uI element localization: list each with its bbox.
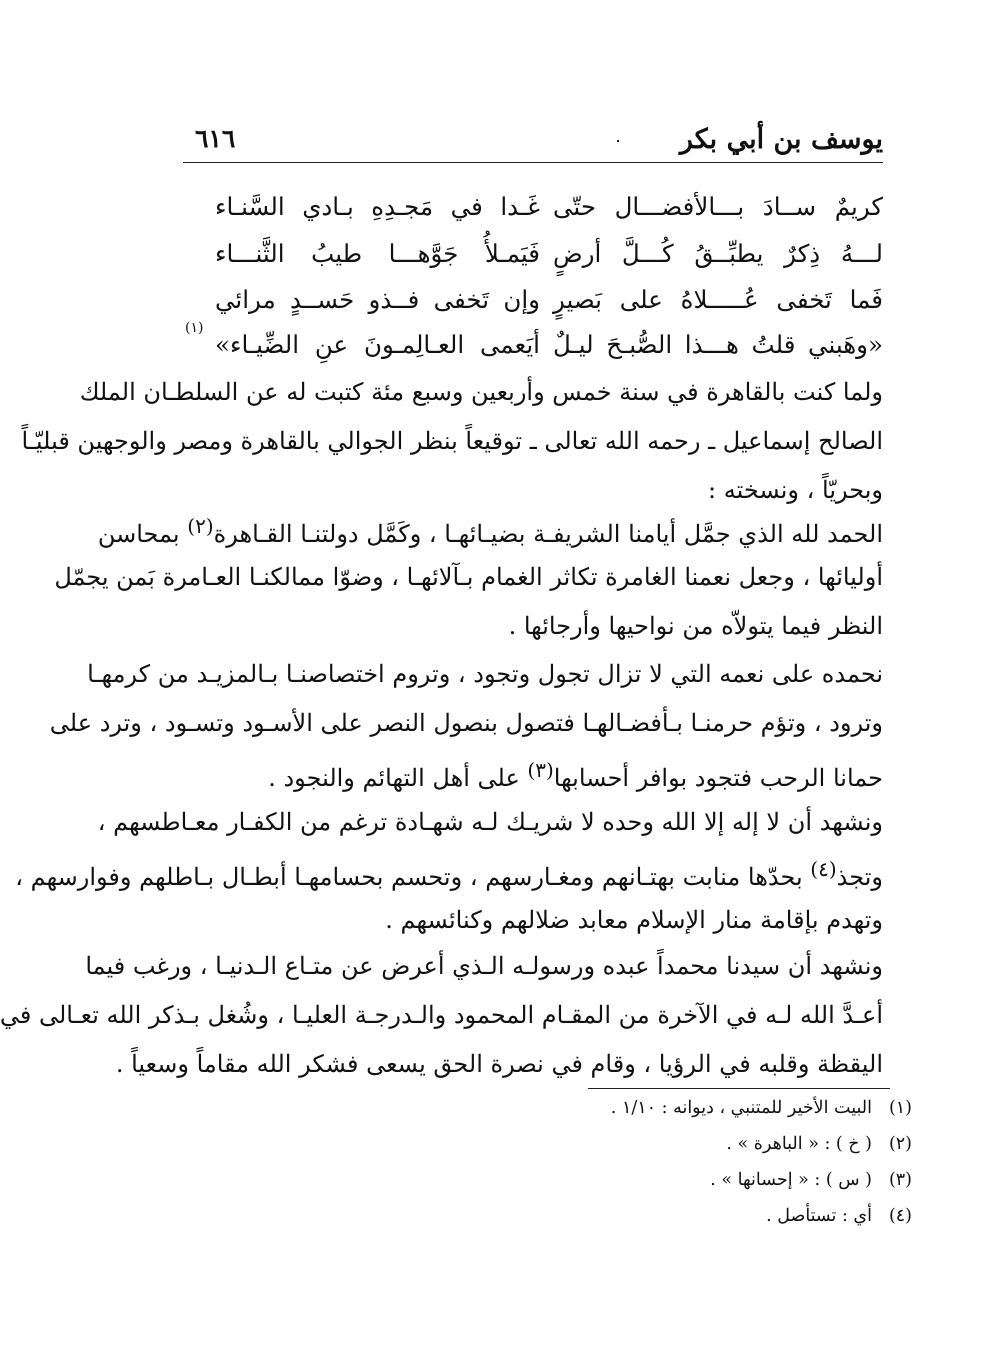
footnote-2 (352, 1134, 912, 1170)
page-number: ٦١٦ (195, 124, 236, 153)
verse-1-second-hemistich: غَـدا في مَجـدِهِ بـادي السَّنـاء (215, 192, 540, 221)
paragraph-line (15, 857, 883, 906)
verse-4 (183, 320, 883, 376)
paragraph-4 (15, 808, 883, 955)
verse-2 (183, 239, 883, 285)
verse-3-second-hemistich: وإن تَخفى فــذو حَســدٍ مرائي (215, 285, 540, 314)
paragraph-line: أعـدَّ الله لـه في الآخرة من المقـام المحمود والـدرجـة العليـا ، وشُغل بـذكر الله تعـالى في (0, 1001, 883, 1029)
footnote-ref-4: (٤) (810, 857, 837, 881)
paragraph-line: وبحريّاً ، ونسخته : (708, 476, 883, 504)
footnotes (352, 1098, 912, 1242)
footnote-ref-2: (٢) (187, 514, 214, 538)
paragraph-line: ولما كنت بالقاهرة في سنة خمس وأربعين وسبع مئة كتبت له عن السلطـان الملك (79, 378, 883, 406)
paragraph-5 (0, 952, 883, 1099)
footnote-divider (588, 1088, 890, 1089)
paragraph-text: بحدّها منابت بهتـانهم ومغـارسهم ، وتحسم بحسامهـا أبطـال بـاطلهم وفوارسهم ، (15, 863, 811, 891)
verse-4-first-hemistich: «وهَبني قلتُ هـــذا الصُّبـحَ ليـلٌ (553, 330, 883, 359)
verse-4-second-hemistich: أيَعمى العـالِمـونَ عنِ الضِّيـاء» (215, 330, 540, 359)
paragraph-line: ونشهد أن لا إله إلا الله وحده لا شريـك لـه شهـادة ترغم من الكفـار معـاطسهم ، (97, 808, 883, 836)
paragraph-line: وتهدم بإقامة منار الإسلام معابد ضلالهم وكنائسهم . (385, 906, 883, 934)
footnote-text: البيت الأخير للمتنبي ، ديوانه : ١/١٠ . (610, 1098, 872, 1118)
footnote-number: (٢) (888, 1134, 912, 1154)
paragraph-text: بمحاسن (97, 520, 180, 548)
paragraph-3 (49, 660, 883, 807)
paragraph-line: نحمده على نعمه التي لا تزال تجول وتجود ، وتروم اختصاصنـا بـالمزيـد من كرمهـا (87, 660, 883, 688)
footnote-3 (352, 1170, 912, 1206)
header-title: يوسف بن أبي بكر (679, 124, 883, 155)
paragraph-line: أوليائها ، وجعل نعمنا الغامرة تكاثر الغمام بـآلائهـا ، وضوّا ممالكنـا العـامرة بَمن يجمّل (54, 563, 883, 591)
verse-3 (183, 285, 883, 331)
verse-1-first-hemistich: كريمٌ ســادَ بـــالأفضـــال حتّى (553, 192, 883, 221)
footnote-4 (352, 1206, 912, 1242)
paragraph-line (97, 514, 883, 563)
paragraph-line: ونشهد أن سيدنا محمداً عبده ورسولـه الـذي أعرض عن متـاع الـدنيـا ، ورغب فيما (85, 952, 883, 980)
footnote-text: ( س ) : « إحسانها » . (710, 1170, 872, 1190)
footnote-number: (٤) (888, 1206, 912, 1226)
footnote-ref-3: (٣) (527, 758, 554, 782)
footnote-number: (١) (888, 1098, 912, 1118)
header-dot: . (615, 126, 621, 147)
verse-2-first-hemistich: لـــهُ ذِكرٌ يطبِّــقُ كُـــلَّ أرضٍ (553, 239, 883, 268)
paragraph-line (183, 758, 883, 807)
verse-3-first-hemistich: فَما تَخفى عُـــــلاهُ على بَصيرٍ (553, 285, 883, 314)
footnote-text: ( خ ) : « الباهرة » . (726, 1134, 872, 1154)
paragraph-text: على أهل التهائم والنجود . (268, 764, 528, 792)
verse-2-second-hemistich: فَيَمـلأُ جَوَّهـــا طيبُ الثَّنـــاء (215, 239, 540, 268)
paragraph-line: الصالح إسماعيل ـ رحمه الله تعالى ـ توقيعاً بنظر الجوالي بالقاهرة ومصر والوجهين قبليّـاً (21, 427, 883, 455)
running-header (183, 118, 883, 163)
paragraph-1 (21, 378, 883, 525)
paragraph-line: وترود ، وتؤم حرمنـا بـأفضـالهـا فتصول بنصول النصر على الأسـود وتسـود ، وترد على (49, 709, 883, 737)
footnote-text: أي : تستأصل . (766, 1206, 872, 1226)
paragraph-line: اليقظة وقلبه في الرؤيا ، وقام في نصرة الحق يسعى فشكر الله مقاماً وسعياً . (115, 1050, 883, 1078)
paragraph-text: وتجذ (836, 863, 883, 891)
footnote-ref-1: (١) (185, 320, 204, 336)
footnote-number: (٣) (888, 1170, 912, 1190)
footnote-1 (352, 1098, 912, 1134)
paragraph-text: حمانا الرحب فتجود بوافر أحسابها (553, 764, 883, 792)
paragraph-text: الحمد لله الذي جمَّل أيامنا الشريفـة بضيـائهـا ، وكَمَّل دولتنـا القـاهرة (213, 520, 883, 548)
paragraph-line: النظر فيما يتولاّه من نواحيها وأرجائها . (508, 612, 883, 640)
paragraph-2 (54, 514, 883, 661)
verse-1 (183, 192, 883, 238)
